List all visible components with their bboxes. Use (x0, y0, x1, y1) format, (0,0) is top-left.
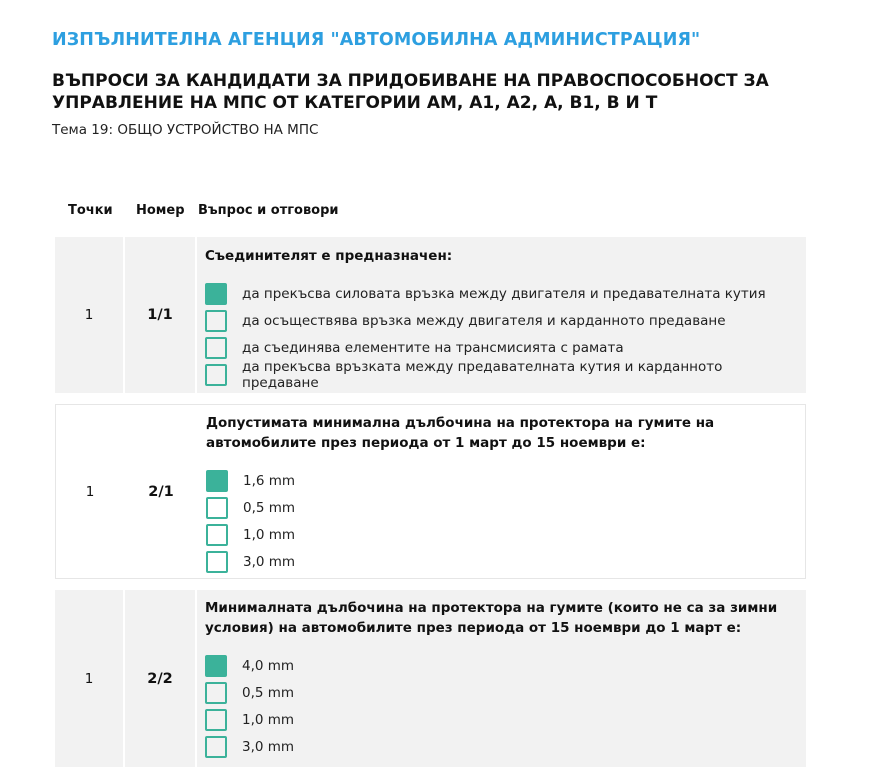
column-header-question: Въпрос и отговори (198, 203, 339, 218)
answer-option[interactable] (205, 334, 798, 361)
question-row (55, 590, 806, 767)
topic-line: Тема 19: ОБЩО УСТРОЙСТВО НА МПС (52, 122, 319, 138)
column-header-number: Номер (136, 203, 185, 218)
checkbox-empty-icon[interactable] (205, 364, 227, 386)
answer-text: 1,6 mm (243, 472, 296, 489)
checkbox-empty-icon[interactable] (206, 497, 228, 519)
answer-text: да осъществява връзка между двигателя и карданното предаване (242, 312, 726, 329)
answer-list (205, 652, 798, 760)
answer-list (206, 467, 797, 575)
answer-text: да прекъсва силовата връзка между двигателя и предавателната кутия (242, 285, 766, 302)
answer-text: да прекъсва връзката между предавателната кутия и карданното предаване (242, 358, 723, 391)
answer-option[interactable] (205, 307, 798, 334)
answer-option[interactable] (206, 548, 797, 575)
answer-option[interactable] (205, 358, 798, 391)
checkbox-checked-icon[interactable] (205, 655, 227, 677)
question-body (198, 405, 805, 578)
question-body (197, 590, 806, 767)
checkbox-empty-icon[interactable] (205, 736, 227, 758)
answer-option[interactable] (206, 521, 797, 548)
answer-option[interactable] (206, 467, 797, 494)
answer-option[interactable] (205, 706, 798, 733)
question-body (197, 237, 806, 393)
checkbox-empty-icon[interactable] (205, 310, 227, 332)
question-text: Минималната дълбочина на протектора на гумите (които не са за зимни условия) на автомобилите през периода от 15 ноември до 1 март е: (205, 600, 778, 636)
answer-text: да съединява елементите на трансмисията с рамата (242, 339, 624, 356)
answer-option[interactable] (205, 652, 798, 679)
question-number: 2/2 (125, 590, 195, 767)
answer-text: 4,0 mm (242, 657, 295, 674)
question-number: 2/1 (126, 405, 196, 578)
answer-text: 0,5 mm (243, 499, 296, 516)
checkbox-checked-icon[interactable] (206, 470, 228, 492)
answer-text: 3,0 mm (243, 553, 296, 570)
question-row (55, 404, 806, 579)
answer-text: 0,5 mm (242, 684, 295, 701)
answer-text: 1,0 mm (242, 711, 295, 728)
checkbox-empty-icon[interactable] (205, 337, 227, 359)
agency-title: ИЗПЪЛНИТЕЛНА АГЕНЦИЯ "АВТОМОБИЛНА АДМИНИСТРАЦИЯ" (52, 30, 701, 50)
question-row (55, 237, 806, 393)
answer-list (205, 280, 798, 391)
checkbox-empty-icon[interactable] (205, 682, 227, 704)
question-number: 1/1 (125, 237, 195, 393)
checkbox-empty-icon[interactable] (205, 709, 227, 731)
answer-option[interactable] (206, 494, 797, 521)
question-points: 1 (55, 590, 123, 767)
checkbox-checked-icon[interactable] (205, 283, 227, 305)
question-text: Допустимата минимална дълбочина на протектора на гумите на автомобилите през периода от 1 март до 15 ноември е: (206, 415, 715, 451)
answer-option[interactable] (205, 679, 798, 706)
question-points: 1 (55, 237, 123, 393)
answer-option[interactable] (205, 280, 798, 307)
question-points: 1 (56, 405, 124, 578)
column-header-points: Точки (68, 203, 113, 218)
answer-option[interactable] (205, 733, 798, 760)
checkbox-empty-icon[interactable] (206, 524, 228, 546)
answer-text: 1,0 mm (243, 526, 296, 543)
checkbox-empty-icon[interactable] (206, 551, 228, 573)
question-text: Съединителят е предназначен: (205, 248, 453, 264)
answer-text: 3,0 mm (242, 738, 295, 755)
document-title: ВЪПРОСИ ЗА КАНДИДАТИ ЗА ПРИДОБИВАНЕ НА ПРАВОСПОСОБНОСТ ЗА УПРАВЛЕНИЕ НА МПС ОТ КАТЕГОРИИ АМ, А1, А2, А, В1, В И Т (52, 71, 769, 113)
